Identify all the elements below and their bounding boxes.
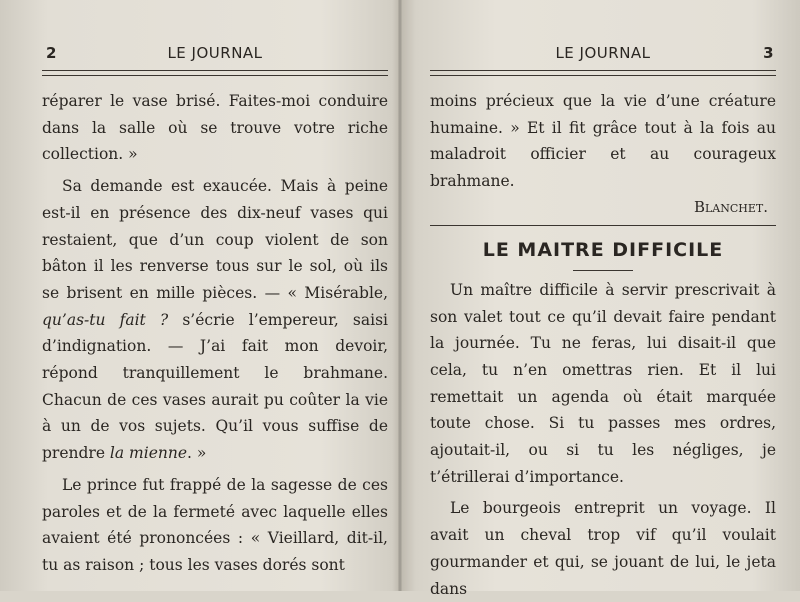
section-title: LE MAITRE DIFFICILE [482,238,724,261]
right-page-header [430,44,776,66]
left-body-text [42,88,388,579]
right-paragraph-2: Le bourgeois entreprit un voyage. Il avait un cheval trop vif qu’il voulait gourmander et qui, se jouant de lui, le jeta dans [430,499,776,598]
right-paragraph-1: Un maître difficile à servir prescrivait à son valet tout ce qu’il devait faire pendant la journée. Tu ne feras, lui disait-il que cela, tu n’en omettras rien. Et il lui remettait un agenda où était marquée toute chose. Si tu passes mes ordres, ajoutait-il, ou si tu les négliges, je t’étrillerai d’importance. [430,280,776,486]
right-body-text [430,88,776,602]
right-header-title: LE JOURNAL [555,44,651,62]
left-paragraph-2-rest: s’écrie l’empereur, saisi d’indignation. — J’ai fait mon devoir, répond tranquillement le brahmane. Chacun de ces vases aurait pu coûter la vie à un de vos sujets. Qu’il vous suffise de prendre [42,310,388,463]
page-fold [398,0,402,591]
right-page-number: 3 [763,44,774,62]
left-header-rule [42,70,388,76]
left-paragraph-2-italic: qu’as-tu fait ? [42,310,169,329]
right-header-rule [430,70,776,76]
left-page [42,0,388,591]
left-paragraph-1: réparer le vase brisé. Faites-moi conduire dans la salle où se trouve votre riche collection. » [42,92,388,164]
left-paragraph-2-italic-end: la mienne [109,444,188,463]
section-title-underline [573,270,633,271]
left-paragraph-2-text: Sa demande est exaucée. Mais à peine est-il en présence des dix-neuf vases qui restaient, que d’un coup violent de son bâton il les renverse tous sur le sol, où ils se brisent en mille pièces. — « Misérable, [42,177,388,302]
right-page [430,0,776,598]
left-paragraph-2-close: . » [187,444,207,463]
right-continuation: moins précieux que la vie d’une créature humaine. » Et il fit grâce tout à la fois au maladroit officier et au courageux brahmane. [430,92,776,191]
left-page-number: 2 [46,44,57,62]
section-divider [430,225,776,226]
left-paragraph-3: Le prince fut frappé de la sagesse de ces paroles et de la fermeté avec laquelle elles avaient été prononcées : « Vieillard, dit-il, tu as raison ; tous les vases dorés sont [42,475,388,574]
article-signature: Blanchet. [693,197,768,216]
left-page-header [42,44,388,66]
left-header-title: LE JOURNAL [167,44,263,62]
left-paragraph-2 [42,173,388,467]
